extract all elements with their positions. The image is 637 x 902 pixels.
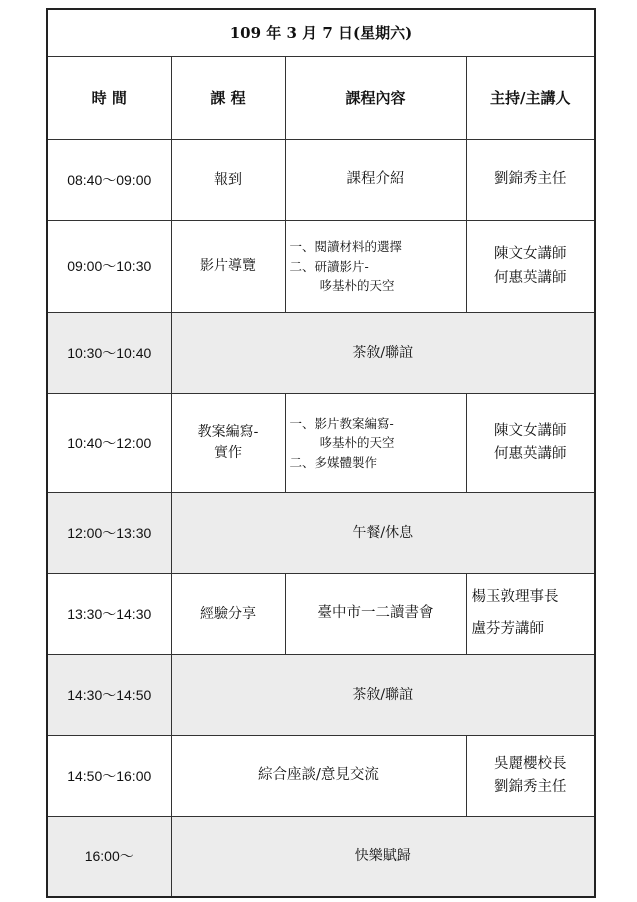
host-name: 何惠英講師 — [494, 446, 567, 462]
table-row — [47, 221, 595, 313]
row-content — [285, 221, 466, 313]
course-line: 實作 — [214, 445, 242, 461]
row-time: 10:30～10:40 — [47, 313, 171, 394]
content-line: 哆基朴的天空 — [319, 278, 395, 294]
course-line: 教案編寫- — [197, 424, 259, 440]
row-content: 課程介紹 — [285, 140, 466, 221]
row-time: 08:40～09:00 — [47, 140, 171, 221]
table-row — [47, 817, 595, 897]
row-merged: 茶敘/聯誼 — [171, 655, 595, 736]
row-course-content: 綜合座談/意見交流 — [171, 736, 466, 817]
host-name: 吳麗櫻校長 — [494, 755, 567, 772]
header-host: 主持/主講人 — [466, 57, 595, 140]
host-name: 劉錦秀主任 — [494, 171, 567, 188]
row-content — [285, 394, 466, 493]
row-host — [466, 140, 595, 221]
table-row — [47, 655, 595, 736]
header-course: 課 程 — [171, 57, 285, 140]
content-line: 一、閱讀材料的選擇 — [289, 239, 403, 255]
table-row — [47, 140, 595, 221]
host-name: 楊玉敦理事長 — [471, 589, 559, 606]
host-name: 劉錦秀主任 — [494, 779, 567, 795]
row-time: 13:30～14:30 — [47, 574, 171, 655]
row-time: 14:50～16:00 — [47, 736, 171, 817]
row-time: 14:30～14:50 — [47, 655, 171, 736]
row-merged: 午餐/休息 — [171, 493, 595, 574]
row-content: 臺中市一二讀書會 — [285, 574, 466, 655]
content-line: 二、研讀影片- — [289, 258, 369, 274]
table-row — [47, 736, 595, 817]
header-content: 課程內容 — [285, 57, 466, 140]
table-row — [47, 313, 595, 394]
row-time: 10:40～12:00 — [47, 394, 171, 493]
schedule-table — [46, 8, 596, 898]
host-name: 陳文女講師 — [494, 246, 567, 263]
row-merged: 快樂賦歸 — [171, 817, 595, 897]
row-host — [466, 736, 595, 817]
row-course: 經驗分享 — [171, 574, 285, 655]
row-time: 16:00～ — [47, 817, 171, 897]
header-time: 時 間 — [47, 57, 171, 140]
host-name: 何惠英講師 — [494, 269, 567, 286]
row-time: 12:00～13:30 — [47, 493, 171, 574]
table-row — [47, 394, 595, 493]
table-row — [47, 574, 595, 655]
content-line: 哆基朴的天空 — [319, 435, 395, 451]
row-course — [171, 394, 285, 493]
row-merged: 茶敘/聯誼 — [171, 313, 595, 394]
table-row — [47, 493, 595, 574]
row-time: 09:00～10:30 — [47, 221, 171, 313]
row-course: 報到 — [171, 140, 285, 221]
row-host — [466, 221, 595, 313]
row-host — [466, 574, 595, 655]
host-name: 陳文女講師 — [494, 422, 567, 439]
host-name: 盧芬芳講師 — [471, 621, 544, 637]
row-host — [466, 394, 595, 493]
content-line: 二、多媒體製作 — [289, 454, 378, 470]
row-course: 影片導覽 — [171, 221, 285, 313]
content-line: 一、影片教案編寫- — [289, 415, 394, 431]
schedule-title: 109 年 3 月 7 日(星期六) — [47, 9, 595, 57]
